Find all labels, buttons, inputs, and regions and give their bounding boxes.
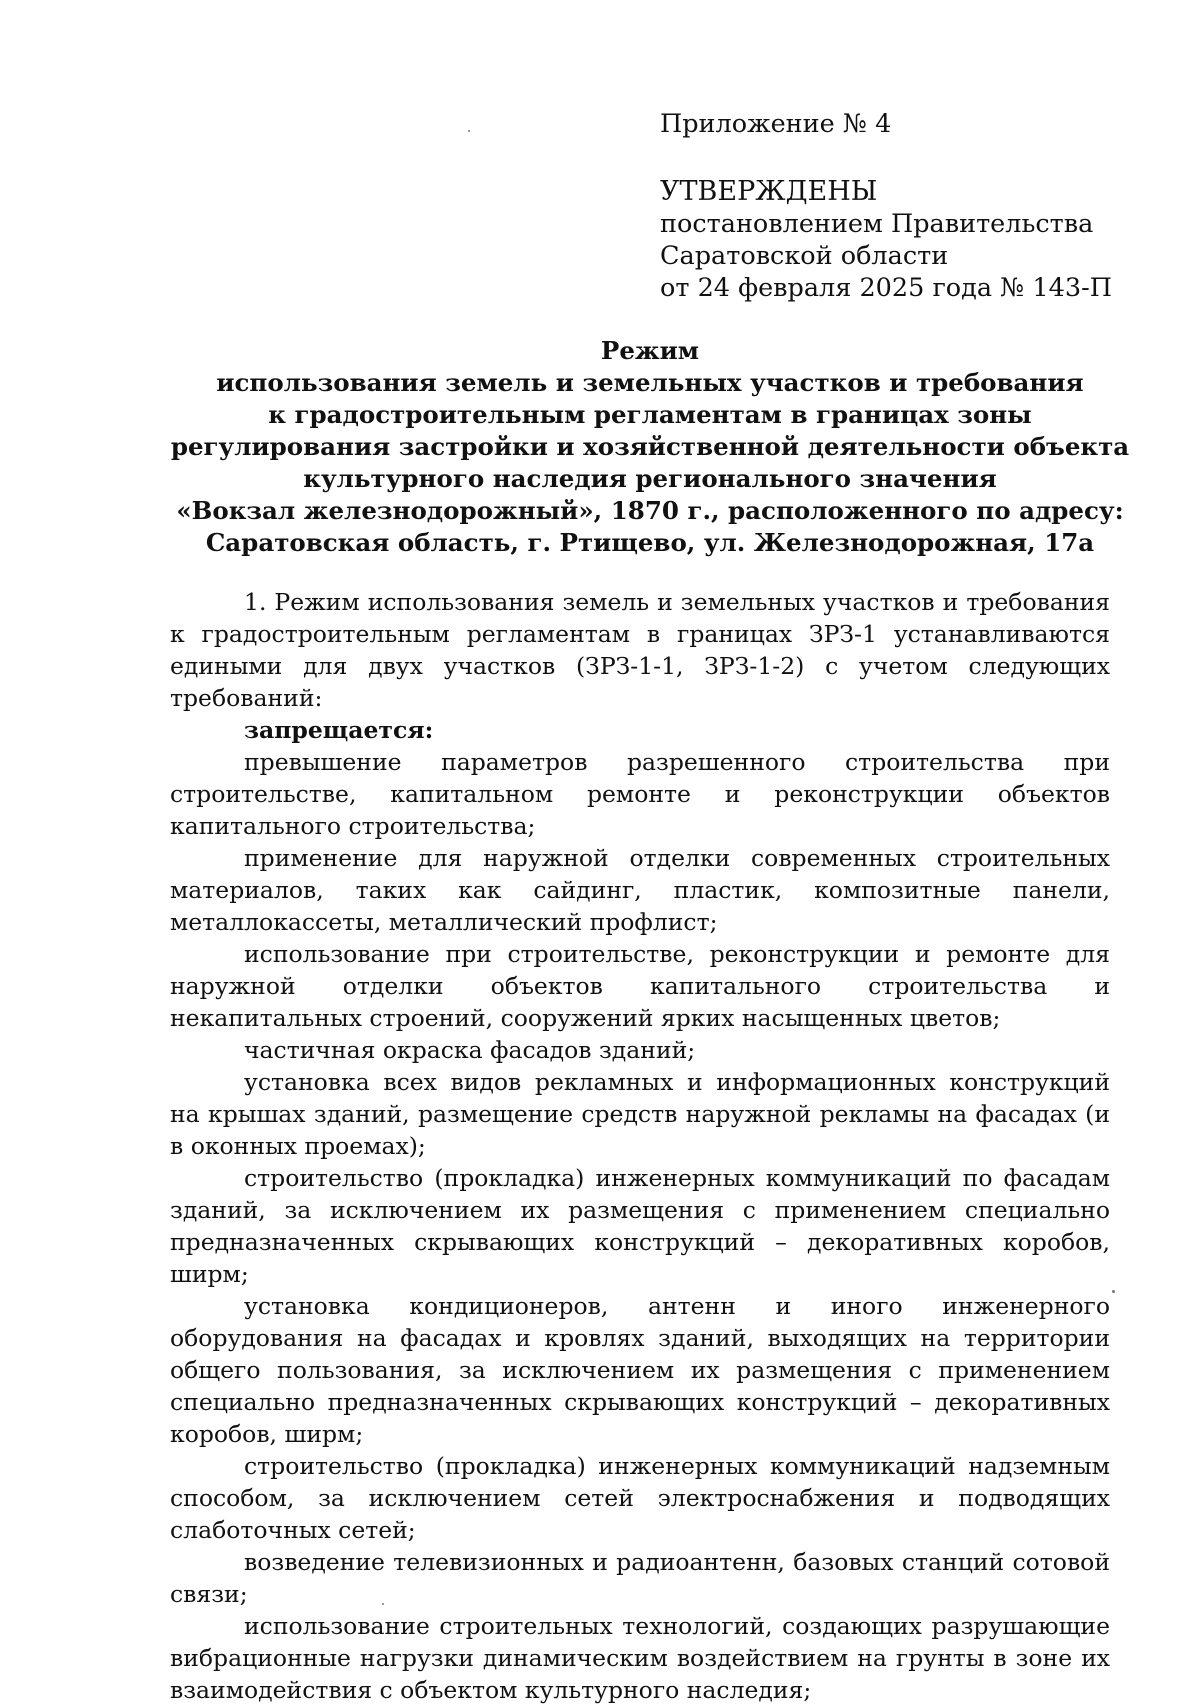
prohibition-item: строительство (прокладка) инженерных коммуникаций надземным способом, за исключением сетей электроснабжения и подводящих слаботочных сетей; xyxy=(170,1452,1110,1544)
title-line: культурного наследия регионального значения xyxy=(303,464,997,493)
approval-line-3: от 24 февраля 2025 года № 143-П xyxy=(660,273,1112,303)
approval-line-1: постановлением Правительства xyxy=(660,209,1094,239)
appendix-label: Приложение № 4 xyxy=(660,109,892,139)
prohibition-item: использование при строительстве, реконструкции и ремонте для наружной отделки объектов капитального строительства и некапитальных строений, сооружений ярких насыщенных цветов; xyxy=(170,940,1110,1032)
prohibition-item: частичная окраска фасадов зданий; xyxy=(244,1036,696,1064)
scan-speck xyxy=(382,1603,384,1605)
title-line: Режим xyxy=(600,336,700,365)
scan-speck xyxy=(1112,1290,1115,1293)
prohibition-item: строительство (прокладка) инженерных коммуникаций по фасадам зданий, за исключением их размещения с применением специально предназначенных скрывающих конструкций – декоративных коробов, ширм; xyxy=(170,1164,1110,1288)
prohibited-label: запрещается: xyxy=(244,716,434,744)
approval-line-2: Саратовской области xyxy=(660,241,949,271)
title-line: «Вокзал железнодорожный», 1870 г., расположенного по адресу: xyxy=(176,496,1124,525)
prohibition-item: установка всех видов рекламных и информационных конструкций на крышах зданий, размещение средств наружной рекламы на фасадах (и в оконных проемах); xyxy=(170,1068,1110,1160)
prohibition-item: превышение параметров разрешенного строительства при строительстве, капитальном ремонте и реконструкции объектов капитального строительства; xyxy=(170,748,1110,840)
title-line: использования земель и земельных участков и требования xyxy=(216,368,1084,397)
title-line: регулирования застройки и хозяйственной деятельности объекта xyxy=(170,432,1130,461)
document-title xyxy=(150,335,1150,559)
approval-block xyxy=(660,108,1160,304)
title-line: к градостроительным регламентам в границах зоны xyxy=(268,400,1032,429)
title-line: Саратовская область, г. Ртищево, ул. Железнодорожная, 17а xyxy=(205,528,1095,557)
prohibition-item: использование строительных технологий, создающих разрушающие вибрационные нагрузки динамическим воздействием на грунты в зоне их взаимодействия с объектом культурного наследия; xyxy=(170,1612,1110,1704)
prohibition-item: применение для наружной отделки современных строительных материалов, таких как сайдинг, пластик, композитные панели, металлокассеты, металлический профлист; xyxy=(170,844,1110,936)
prohibition-item: установка кондиционеров, антенн и иного инженерного оборудования на фасадах и кровлях зданий, выходящих на территории общего пользования, за исключением их размещения с применением специально предназначенных скрывающих конструкций – декоративных коробов, ширм; xyxy=(170,1292,1110,1448)
scan-speck xyxy=(468,130,470,132)
prohibition-item: возведение телевизионных и радиоантенн, базовых станций сотовой связи; xyxy=(170,1548,1110,1608)
document-body xyxy=(170,586,1110,1706)
intro-paragraph: 1. Режим использования земель и земельных участков и требования к градостроительным регламентам в границах ЗРЗ-1 устанавливаются едиными для двух участков (ЗРЗ-1-1, ЗРЗ-1-2) с учетом следующих требований: xyxy=(170,588,1110,712)
approved-stamp-heading: УТВЕРЖДЕНЫ xyxy=(660,176,878,207)
